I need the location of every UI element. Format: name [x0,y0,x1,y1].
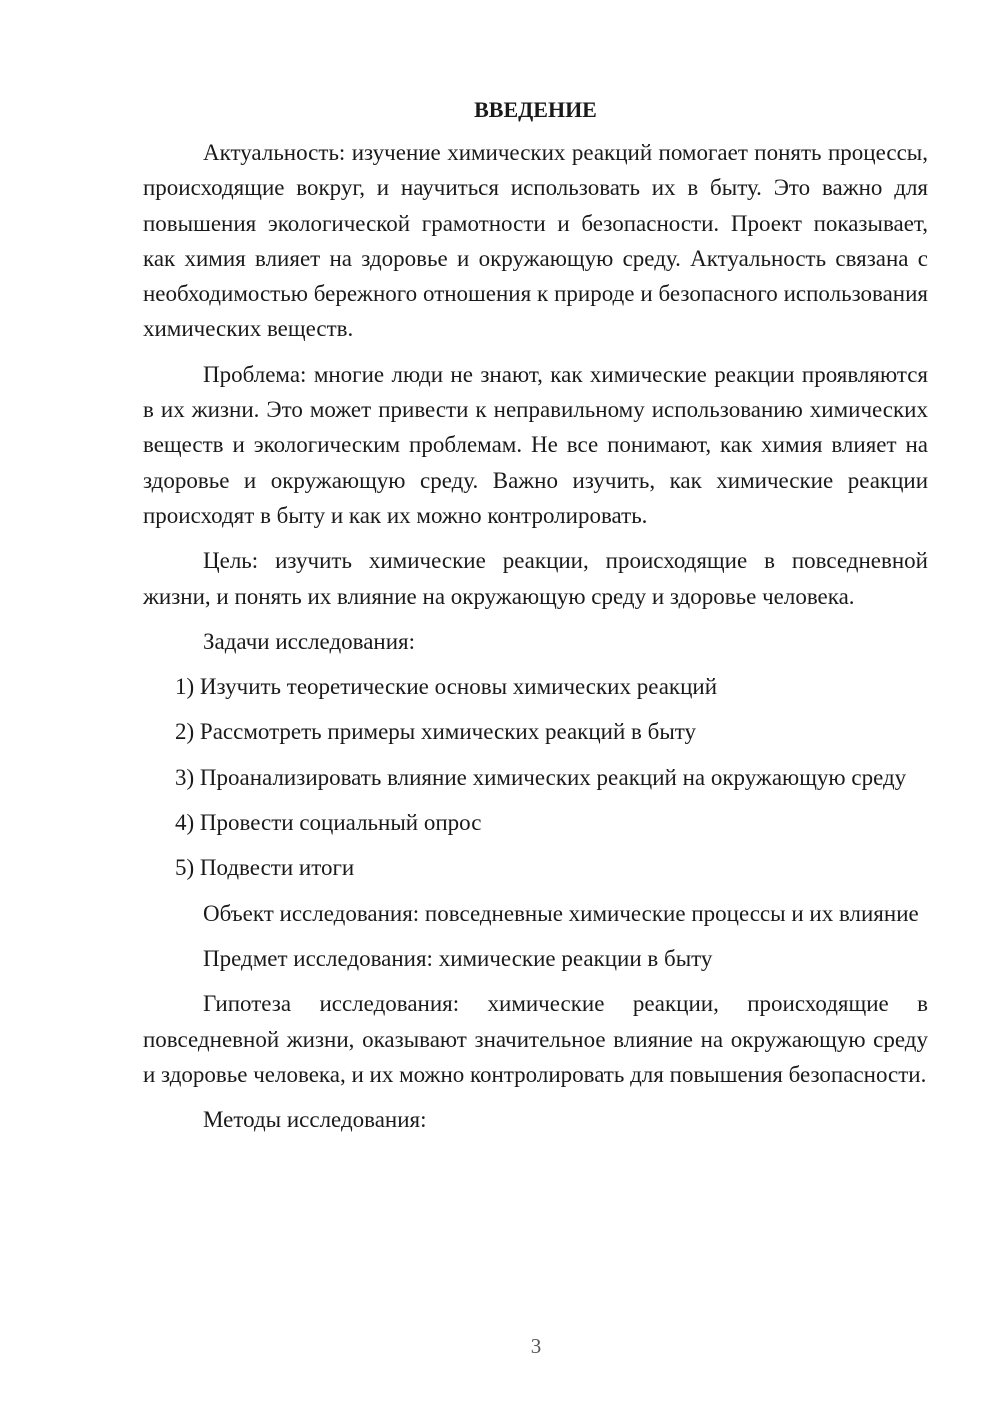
section-title: ВВЕДЕНИЕ [474,97,597,122]
task-item-3: 3) Проанализировать влияние химических реакций на окружающую среду [175,764,907,790]
page-content [143,95,928,1147]
task-item-2: 2) Рассмотреть примеры химических реакций в быту [175,719,697,745]
paragraph-tasks-heading: Задачи исследования: [203,628,416,654]
paragraph-methods: Методы исследования: [203,1107,427,1133]
paragraph-object: Объект исследования: повседневные химические процессы и их влияние [203,900,919,926]
paragraph-hypothesis: Гипотеза исследования: химические реакции, происходящие в повседневной жизни, оказывают значительное влияние на окружающую среду и здоровье человека, и их можно контролировать для повышения безопасности. [143,991,928,1087]
paragraph-goal: Цель: изучить химические реакции, происходящие в повседневной жизни, и понять их влияние на окружающую среду и здоровье человека. [143,548,928,609]
paragraph-subject: Предмет исследования: химические реакции в быту [203,945,713,971]
task-item-5: 5) Подвести итоги [175,855,355,881]
paragraph-problem: Проблема: многие люди не знают, как химические реакции проявляются в их жизни. Это может привести к неправильному использованию химических веществ и экологическим проблемам. Не все понимают, как химия влияет на здоровье и окружающую среду. Важно изучить, как химические реакции происходят в быту и как их можно контролировать. [143,361,928,528]
task-item-1: 1) Изучить теоретические основы химических реакций [175,674,718,700]
paragraph-relevance: Актуальность: изучение химических реакций помогает понять процессы, происходящие вокруг, и научиться использовать их в быту. Это важно для повышения экологической грамотности и безопасности. Проект показывает, как химия влияет на здоровье и окружающую среду. Актуальность связана с необходимостью бережного отношения к природе и безопасного использования химических веществ. [143,140,928,342]
page-number: 3 [530,1334,542,1358]
task-item-4: 4) Провести социальный опрос [175,810,482,836]
